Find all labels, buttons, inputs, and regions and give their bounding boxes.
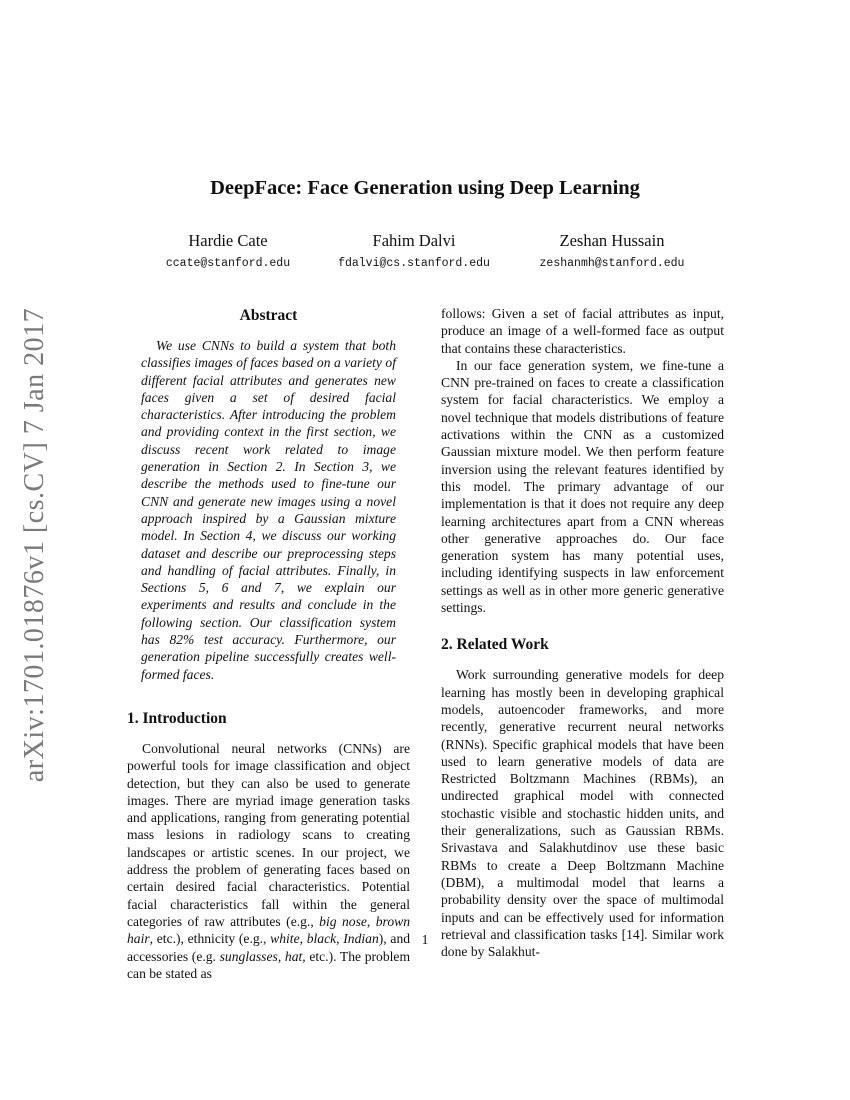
author-name: Fahim Dalvi <box>372 231 456 250</box>
related-work-paragraph: Work surrounding generative models for deep learning has mostly been in developing graphical models, autoencoder frameworks, and more recently, generative recurrent neural networks (RNNs). Specific graphical models that have been used to learn generative models of data are Restricted Boltzmann Machines (RBMs), an undirected graphical model with connected stochastic visible and stochastic hidden units, and their generalizations, such as Gaussian RBMs. Srivastava and Salakhutdinov use these basic RBMs to create a Deep Boltzmann Machine (DBM), a multimodal model that learns a probability density over the space of multimodal inputs and can be effectively used for information retrieval and classification tasks [14]. Similar work done by Salakhut- <box>441 667 724 960</box>
page-number: 1 <box>421 932 429 947</box>
author-name: Hardie Cate <box>188 231 268 250</box>
abstract-section <box>127 337 410 683</box>
right-column <box>441 305 724 960</box>
author-email: ccate@stanford.edu <box>165 257 291 270</box>
arxiv-identifier: arXiv:1701.01876v1 [cs.CV] 7 Jan 2017 <box>19 307 50 783</box>
paper-title: DeepFace: Face Generation using Deep Learning <box>210 177 640 199</box>
abstract-heading: Abstract <box>239 307 298 324</box>
introduction-paragraph-continued: follows: Given a set of facial attributes as input, produce an image of a well-formed face as output that contains these characteristics. <box>441 306 724 356</box>
introduction-paragraph: In our face generation system, we fine-tune a CNN pre-trained on faces to create a classification system for facial characteristics. We employ a novel technique that models distributions of feature activations within the CNN as a customized Gaussian mixture model. We then perform feature inversion using the relevant features identified by this model. The primary advantage of our implementation is that it does not require any deep learning architectures apart from a CNN whereas other generative approaches do. Our face generation system has many potential uses, including identifying suspects in law enforcement settings as well as in other more generic generative settings. <box>441 357 724 616</box>
abstract-text: We use CNNs to build a system that both classifies images of faces based on a variety of different facial attributes and generates new faces given a set of desired facial characteristics. After introducing the problem and providing context in the first section, we discuss recent work related to image generation in Section 2. In Section 3, we describe the methods used to fine-tune our CNN and generate new images using a novel approach inspired by a Gaussian mixture model. In Section 4, we discuss our working dataset and describe our preprocessing steps and handling of facial attributes. Finally, in Sections 5, 6 and 7, we explain our experiments and results and conclude in the following section. Our classification system has 82% test accuracy. Furthermore, our generation pipeline successfully creates well-formed faces. <box>141 338 396 682</box>
author-email: zeshanmh@stanford.edu <box>539 257 685 270</box>
left-column <box>127 305 410 982</box>
author-email: fdalvi@cs.stanford.edu <box>338 257 490 270</box>
introduction-heading: 1. Introduction <box>127 709 227 727</box>
related-work-heading: 2. Related Work <box>441 636 549 654</box>
author-name: Zeshan Hussain <box>559 231 665 250</box>
introduction-paragraph: Convolutional neural networks (CNNs) are powerful tools for image classification and object detection, but they can also be used to generate images. There are myriad image generation tasks and applications, ranging from generating potential mass lesions in radiology scans to creating landscapes or artistic scenes. In our project, we address the problem of generating faces based on certain desired facial characteristics. Potential facial characteristics fall within the general categories of raw attributes (e.g., big nose, brown hair, etc.), ethnicity (e.g., white, black, Indian), and accessories (e.g. sunglasses, hat, etc.). The problem can be stated as <box>127 740 411 981</box>
author-block <box>492 230 732 274</box>
